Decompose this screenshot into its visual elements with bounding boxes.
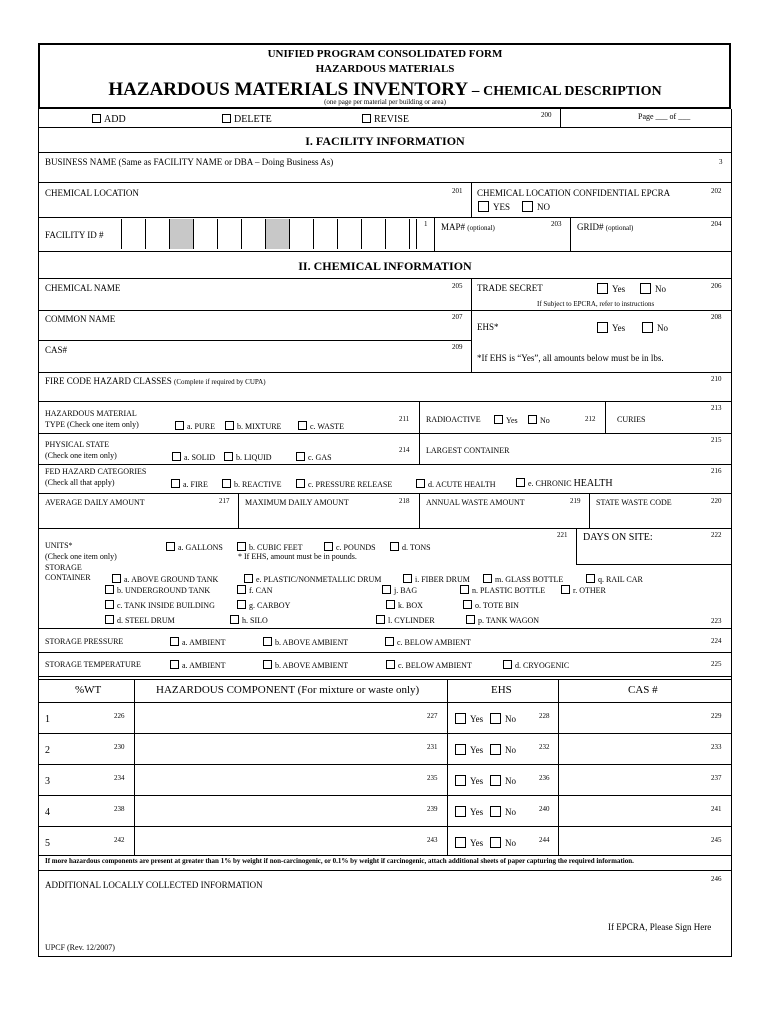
field-code: 200 <box>541 111 552 119</box>
component-row-number: 3 <box>45 776 50 787</box>
field-code: 231 <box>427 743 438 751</box>
confidential-yes[interactable]: YES <box>478 201 510 212</box>
container-q-box[interactable] <box>586 574 595 583</box>
revise-checkbox-box[interactable] <box>362 114 371 123</box>
yes-label: Yes <box>470 807 484 817</box>
type-pure-box[interactable] <box>175 421 184 430</box>
yes-label: Yes <box>470 838 484 848</box>
hazard-fire-box[interactable] <box>171 479 180 488</box>
temp-above-box[interactable] <box>263 660 272 669</box>
grid-label: GRID# (optional) <box>577 222 634 232</box>
units-gallons-box[interactable] <box>166 542 175 551</box>
hazard-pressure-box[interactable] <box>296 479 305 488</box>
page-number-field[interactable]: Page ___ of ___ <box>638 112 691 121</box>
hm-type-label-1: HAZARDOUS MATERIAL <box>45 409 137 418</box>
delete-checkbox[interactable]: DELETE <box>222 114 272 125</box>
hazard-pressure-release[interactable]: c. PRESSURE RELEASE <box>296 479 392 489</box>
no-label: No <box>505 776 516 786</box>
storage-container-label-1: STORAGE <box>45 563 82 572</box>
field-code: 238 <box>114 805 125 813</box>
container-above-ground-tank[interactable]: a. ABOVE GROUND TANK <box>112 574 218 584</box>
header-line-1: UNIFIED PROGRAM CONSOLIDATED FORM <box>267 48 503 60</box>
container-p-box[interactable] <box>466 615 475 624</box>
container-steel-drum[interactable]: d. STEEL DRUM <box>105 615 175 625</box>
radioactive-yes[interactable]: Yes <box>494 415 518 425</box>
container-i-box[interactable] <box>403 574 412 583</box>
field-code: 201 <box>452 187 463 195</box>
state-solid[interactable]: a. SOLID <box>172 452 215 462</box>
container-r-box[interactable] <box>561 585 570 594</box>
container-o-box[interactable] <box>463 600 472 609</box>
container-fiber-drum[interactable]: i. FIBER DRUM <box>403 574 470 584</box>
ehs-no[interactable]: No <box>642 322 668 333</box>
field-code: 215 <box>711 436 722 444</box>
state-liquid-box[interactable] <box>224 452 233 461</box>
field-code: 226 <box>114 712 125 720</box>
units-cubic-feet-box[interactable] <box>237 542 246 551</box>
field-code: 234 <box>114 774 125 782</box>
container-box[interactable]: k. BOX <box>386 600 423 610</box>
yes-label: Yes <box>470 714 484 724</box>
container-a-box[interactable] <box>112 574 121 583</box>
field-code: 212 <box>585 415 596 423</box>
pressure-below-ambient[interactable]: c. BELOW AMBIENT <box>385 637 471 647</box>
units-pounds-box[interactable] <box>324 542 333 551</box>
pressure-above-box[interactable] <box>263 637 272 646</box>
field-code: 244 <box>539 836 550 844</box>
epcra-sign-here[interactable]: If EPCRA, Please Sign Here <box>608 922 712 932</box>
field-code: 206 <box>711 282 722 290</box>
component-ehs-yes[interactable] <box>455 744 483 755</box>
column-header-ehs: EHS <box>491 684 512 696</box>
row-divider <box>38 764 732 765</box>
pressure-above-ambient[interactable]: b. ABOVE AMBIENT <box>263 637 348 647</box>
component-ehs-yes-box[interactable] <box>455 744 466 755</box>
container-plastic-bottle[interactable]: n. PLASTIC BOTTLE <box>460 585 545 595</box>
field-code: 237 <box>711 774 722 782</box>
yes-label: Yes <box>470 776 484 786</box>
field-code: 239 <box>427 805 438 813</box>
component-ehs-no[interactable] <box>490 837 516 848</box>
header-note: (one page per material per building or area) <box>324 98 446 106</box>
state-solid-box[interactable] <box>172 452 181 461</box>
container-can[interactable]: f. CAN <box>237 585 273 595</box>
container-cylinder[interactable]: l. CYLINDER <box>376 615 435 625</box>
curies-label: CURIES <box>617 415 646 424</box>
delete-checkbox-box[interactable] <box>222 114 231 123</box>
container-plastic-drum[interactable]: e. PLASTIC/NONMETALLIC DRUM <box>244 574 381 584</box>
radioactive-label: RADIOACTIVE <box>426 415 481 424</box>
form-revision: UPCF (Rev. 12/2007) <box>45 943 115 952</box>
type-pure[interactable]: a. PURE <box>175 421 215 431</box>
component-ehs-no[interactable] <box>490 744 516 755</box>
revise-checkbox[interactable]: REVISE <box>362 114 409 125</box>
units-cubic-feet[interactable]: b. CUBIC FEET <box>237 542 303 552</box>
storage-container-label-2: CONTAINER <box>45 573 91 582</box>
field-code: 223 <box>711 617 722 625</box>
field-code: 245 <box>711 836 722 844</box>
average-daily-amount-label: AVERAGE DAILY AMOUNT <box>45 498 145 507</box>
component-row-number: 1 <box>45 714 50 725</box>
field-code: 1 <box>424 220 428 228</box>
type-mixture[interactable]: b. MIXTURE <box>225 421 281 431</box>
field-code: 221 <box>557 531 568 539</box>
component-ehs-no[interactable] <box>490 806 516 817</box>
field-code: 202 <box>711 187 722 195</box>
header-line-2: HAZARDOUS MATERIALS <box>315 63 455 75</box>
hazard-reactive[interactable]: b. REACTIVE <box>222 479 282 489</box>
add-checkbox[interactable]: ADD <box>92 114 126 125</box>
field-code: 218 <box>399 497 410 505</box>
units-tons-box[interactable] <box>390 542 399 551</box>
row-divider <box>38 795 732 796</box>
component-footnote: If more hazardous components are present at greater than 1% by weight if non-carcinogenic, or 0.1% by weight if carcinogenic, attach additional sheets of paper capturing the required information. <box>45 857 634 865</box>
field-code: 243 <box>427 836 438 844</box>
field-code: 211 <box>399 415 410 423</box>
fed-hazard-label-2: (Check all that apply) <box>45 478 115 487</box>
field-code: 208 <box>711 313 722 321</box>
hazard-fire[interactable]: a. FIRE <box>171 479 208 489</box>
field-code: 241 <box>711 805 722 813</box>
radioactive-yes-box[interactable] <box>494 415 503 424</box>
temperature-ambient[interactable]: a. AMBIENT <box>170 660 226 670</box>
container-other[interactable]: r. OTHER <box>561 585 606 595</box>
field-code: 224 <box>711 637 722 645</box>
state-gas[interactable]: c. GAS <box>296 452 332 462</box>
common-name-label: COMMON NAME <box>45 314 116 324</box>
units-label-2: (Check one item only) <box>45 552 117 561</box>
component-ehs-yes-box[interactable] <box>455 837 466 848</box>
chemical-name-label: CHEMICAL NAME <box>45 283 121 293</box>
container-tank-wagon[interactable]: p. TANK WAGON <box>466 615 539 625</box>
field-code: 219 <box>570 497 581 505</box>
temp-ambient-box[interactable] <box>170 660 179 669</box>
container-l-box[interactable] <box>376 615 385 624</box>
field-code: 3 <box>719 158 723 166</box>
temp-cryogenic-box[interactable] <box>503 660 512 669</box>
component-ehs-no-box[interactable] <box>490 775 501 786</box>
temperature-below-ambient[interactable]: c. BELOW AMBIENT <box>386 660 472 670</box>
no-label: No <box>505 745 516 755</box>
storage-pressure-label: STORAGE PRESSURE <box>45 637 124 646</box>
epcra-instruction-note: If Subject to EPCRA, refer to instructions <box>537 300 655 308</box>
container-underground-tank[interactable]: b. UNDERGROUND TANK <box>105 585 210 595</box>
container-n-box[interactable] <box>460 585 469 594</box>
field-code: 229 <box>711 712 722 720</box>
trade-secret-yes-box[interactable] <box>597 283 608 294</box>
container-tote-bin[interactable]: o. TOTE BIN <box>463 600 519 610</box>
container-carboy[interactable]: g. CARBOY <box>237 600 290 610</box>
units-pounds[interactable]: c. POUNDS <box>324 542 376 552</box>
row-divider <box>38 733 732 734</box>
field-code: 222 <box>711 531 722 539</box>
trade-secret-no[interactable]: No <box>640 283 666 294</box>
field-code: 240 <box>539 805 550 813</box>
container-j-box[interactable] <box>382 585 391 594</box>
cas-label: CAS# <box>45 345 68 355</box>
fire-code-hazard-label: FIRE CODE HAZARD CLASSES (Complete if required by CUPA) <box>45 376 266 386</box>
hm-type-label-2: TYPE (Check one item only) <box>45 420 139 429</box>
component-ehs-yes-box[interactable] <box>455 775 466 786</box>
container-bag[interactable]: j. BAG <box>382 585 417 595</box>
ehs-yes-box[interactable] <box>597 322 608 333</box>
add-checkbox-box[interactable] <box>92 114 101 123</box>
container-e-box[interactable] <box>244 574 253 583</box>
hazard-reactive-box[interactable] <box>222 479 231 488</box>
field-code: 213 <box>711 404 722 412</box>
component-ehs-yes[interactable] <box>455 806 483 817</box>
radioactive-no-box[interactable] <box>528 415 537 424</box>
units-label-1: UNITS* <box>45 541 73 550</box>
type-waste-box[interactable] <box>298 421 307 430</box>
row-divider <box>38 826 732 827</box>
container-b-box[interactable] <box>105 585 114 594</box>
component-ehs-no-box[interactable] <box>490 806 501 817</box>
container-tank-inside-building[interactable]: c. TANK INSIDE BUILDING <box>105 600 215 610</box>
confidential-no[interactable]: NO <box>522 201 550 212</box>
facility-id-cells[interactable] <box>121 219 416 249</box>
column-header-wt: %WT <box>75 684 102 696</box>
no-label: No <box>505 838 516 848</box>
ehs-yes[interactable]: Yes <box>597 322 625 333</box>
field-code: 217 <box>219 497 230 505</box>
field-code: 246 <box>711 875 722 883</box>
trade-secret-no-box[interactable] <box>640 283 651 294</box>
container-rail-car[interactable]: q. RAIL CAR <box>586 574 643 584</box>
container-h-box[interactable] <box>230 615 239 624</box>
field-code: 205 <box>452 282 463 290</box>
radioactive-no[interactable]: No <box>528 415 550 425</box>
physical-state-label-2: (Check one item only) <box>45 451 117 460</box>
hazard-acute-health[interactable]: d. ACUTE HEALTH <box>416 479 495 489</box>
component-ehs-yes[interactable] <box>455 775 483 786</box>
confidential-no-box[interactable] <box>522 201 533 212</box>
units-tons[interactable]: d. TONS <box>390 542 431 552</box>
container-c-box[interactable] <box>105 600 114 609</box>
units-ehs-note: * If EHS, amount must be in pounds. <box>238 552 357 561</box>
component-row-number: 4 <box>45 807 50 818</box>
column-header-component: HAZARDOUS COMPONENT (For mixture or waste only) <box>156 684 420 696</box>
field-code: 228 <box>539 712 550 720</box>
container-f-box[interactable] <box>237 585 246 594</box>
container-g-box[interactable] <box>237 600 246 609</box>
hazard-acute-box[interactable] <box>416 479 425 488</box>
field-code: 232 <box>539 743 550 751</box>
field-code: 209 <box>452 343 463 351</box>
field-code: 220 <box>711 497 722 505</box>
type-waste[interactable]: c. WASTE <box>298 421 344 431</box>
field-code: 216 <box>711 467 722 475</box>
field-code: 207 <box>452 313 463 321</box>
pressure-ambient[interactable]: a. AMBIENT <box>170 637 226 647</box>
component-row-number: 5 <box>45 838 50 849</box>
section-2-title: II. CHEMICAL INFORMATION <box>298 259 472 273</box>
units-gallons[interactable]: a. GALLONS <box>166 542 223 552</box>
state-waste-code-label: STATE WASTE CODE <box>596 498 672 507</box>
container-glass-bottle[interactable]: m. GLASS BOTTLE <box>483 574 563 584</box>
temperature-cryogenic[interactable]: d. CRYOGENIC <box>503 660 569 670</box>
chemical-location-label: CHEMICAL LOCATION <box>45 188 139 198</box>
largest-container-label: LARGEST CONTAINER <box>426 446 510 455</box>
component-ehs-yes-box[interactable] <box>455 713 466 724</box>
field-code: 236 <box>539 774 550 782</box>
field-code: 235 <box>427 774 438 782</box>
component-ehs-no[interactable] <box>490 713 516 724</box>
ehs-label: EHS* <box>477 322 499 332</box>
confidential-yes-box[interactable] <box>478 201 489 212</box>
trade-secret-yes[interactable]: Yes <box>597 283 625 294</box>
component-ehs-yes[interactable] <box>455 837 483 848</box>
field-code: 227 <box>427 712 438 720</box>
component-ehs-no-box[interactable] <box>490 837 501 848</box>
facility-id-label: FACILITY ID # <box>45 230 104 240</box>
component-ehs-no-box[interactable] <box>490 744 501 755</box>
field-code: 225 <box>711 660 722 668</box>
component-ehs-no-box[interactable] <box>490 713 501 724</box>
business-name-label: BUSINESS NAME (Same as FACILITY NAME or DBA – Doing Business As) <box>45 157 334 167</box>
days-on-site-label: DAYS ON SITE: <box>583 532 653 543</box>
trade-secret-label: TRADE SECRET <box>477 283 543 293</box>
field-code: 204 <box>711 220 722 228</box>
pressure-below-box[interactable] <box>385 637 394 646</box>
page-title: HAZARDOUS MATERIALS INVENTORY – CHEMICAL DESCRIPTION <box>108 79 662 100</box>
field-code: 233 <box>711 743 722 751</box>
ehs-pounds-note: *If EHS is “Yes”, all amounts below must be in lbs. <box>477 353 664 363</box>
component-ehs-no[interactable] <box>490 775 516 786</box>
ehs-no-box[interactable] <box>642 322 653 333</box>
field-code: 242 <box>114 836 125 844</box>
container-k-box[interactable] <box>386 600 395 609</box>
field-code: 214 <box>399 446 410 454</box>
type-mixture-box[interactable] <box>225 421 234 430</box>
column-header-cas: CAS # <box>628 684 658 696</box>
component-row-number: 2 <box>45 745 50 756</box>
additional-info-label: ADDITIONAL LOCALLY COLLECTED INFORMATION <box>45 880 263 890</box>
field-code: 203 <box>551 220 562 228</box>
fed-hazard-label-1: FED HAZARD CATEGORIES <box>45 467 147 476</box>
temperature-above-ambient[interactable]: b. ABOVE AMBIENT <box>263 660 348 670</box>
hazard-chronic-box[interactable] <box>516 478 525 487</box>
section-1-title: I. FACILITY INFORMATION <box>305 134 465 148</box>
component-ehs-yes-box[interactable] <box>455 806 466 817</box>
component-ehs-yes[interactable] <box>455 713 483 724</box>
field-code: 210 <box>711 375 722 383</box>
state-gas-box[interactable] <box>296 452 305 461</box>
no-label: No <box>505 807 516 817</box>
container-d-box[interactable] <box>105 615 114 624</box>
storage-temperature-label: STORAGE TEMPERATURE <box>45 660 141 669</box>
container-m-box[interactable] <box>483 574 492 583</box>
yes-label: Yes <box>470 745 484 755</box>
pressure-ambient-box[interactable] <box>170 637 179 646</box>
maximum-daily-amount-label: MAXIMUM DAILY AMOUNT <box>245 498 349 507</box>
hazard-chronic-health[interactable]: e. CHRONIC HEALTH <box>516 478 613 489</box>
no-label: No <box>505 714 516 724</box>
annual-waste-amount-label: ANNUAL WASTE AMOUNT <box>426 498 525 507</box>
field-code: 230 <box>114 743 125 751</box>
temp-below-box[interactable] <box>386 660 395 669</box>
physical-state-label-1: PHYSICAL STATE <box>45 440 110 449</box>
container-silo[interactable]: h. SILO <box>230 615 268 625</box>
map-label: MAP# (optional) <box>441 222 495 232</box>
state-liquid[interactable]: b. LIQUID <box>224 452 272 462</box>
location-confidential-label: CHEMICAL LOCATION CONFIDENTIAL EPCRA <box>477 188 671 198</box>
